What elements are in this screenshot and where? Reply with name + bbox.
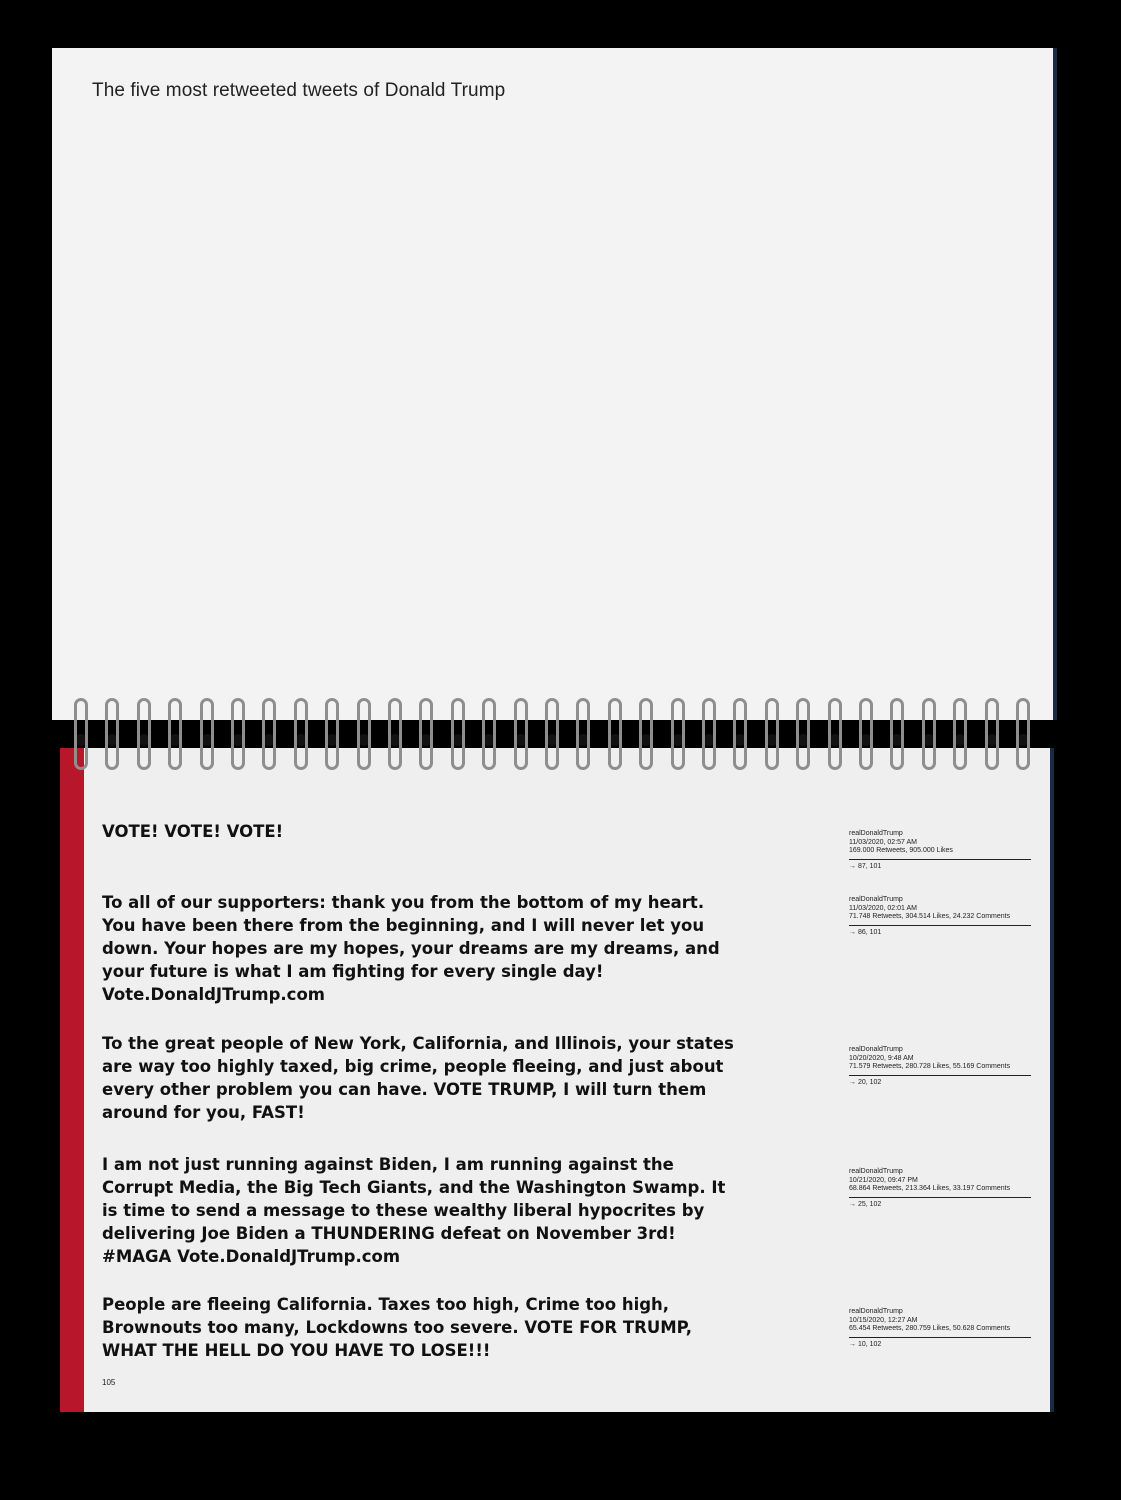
spiral-ring <box>608 698 622 770</box>
spiral-ring <box>922 698 936 770</box>
tweet-text-3: To the great people of New York, California, and Illinois, your states are way too highly taxed, big crime, people fleeing, and just about every other problem you can have. VOTE TRUMP, I will turn them around for you, FAST! <box>102 1034 734 1122</box>
spiral-ring <box>514 698 528 770</box>
spiral-ring <box>137 698 151 770</box>
top-page <box>52 48 1057 720</box>
spiral-ring <box>231 698 245 770</box>
tweet-stats: 68.864 Retweets, 213.364 Likes, 33.197 Comments <box>849 1185 1011 1192</box>
spiral-ring <box>451 698 465 770</box>
spiral-binding <box>52 698 1057 774</box>
tweet-text-5: People are fleeing California. Taxes too high, Crime too high, Brownouts too many, Lockdowns too severe. VOTE FOR TRUMP, WHAT THE HELL DO YOU HAVE TO LOSE!!! <box>102 1295 692 1360</box>
spiral-ring <box>953 698 967 770</box>
page-number: 105 <box>102 1378 116 1387</box>
spiral-ring <box>890 698 904 770</box>
tweet-text-4: I am not just running against Biden, I am running against the Corrupt Media, the Big Tech Giants, and the Washington Swamp. It is time to send a message to these wealthy liberal hypocrites by delivering Joe Biden a THUNDERING defeat on November 3rd! #MAGA Vote.DonaldJTrump.com <box>102 1155 726 1266</box>
red-margin-strip <box>60 748 84 1412</box>
spiral-ring <box>733 698 747 770</box>
tweet-stats: 65.454 Retweets, 280.759 Likes, 50.628 Comments <box>849 1325 1011 1332</box>
tweet-stats: 169.000 Retweets, 905.000 Likes <box>849 847 953 854</box>
spiral-ring <box>482 698 496 770</box>
page-title: The five most retweeted tweets of Donald Trump <box>92 80 506 101</box>
tweet-stats: 71.579 Retweets, 280.728 Likes, 55.169 Comments <box>849 1063 1011 1070</box>
tweet-text-1: VOTE! VOTE! VOTE! <box>102 822 284 841</box>
bottom-page <box>60 748 1054 1412</box>
tweet-ref: → 87, 101 <box>849 859 1031 872</box>
spiral-ring <box>200 698 214 770</box>
spiral-ring <box>671 698 685 770</box>
spiral-ring <box>576 698 590 770</box>
spiral-ring <box>985 698 999 770</box>
tweet-ref: → 86, 101 <box>849 925 1031 938</box>
tweet-meta-4 <box>849 1168 1031 1209</box>
tweet-datetime: 11/03/2020, 02:01 AM <box>849 904 917 912</box>
spiral-ring <box>325 698 339 770</box>
tweet-stats: 71.748 Retweets, 304.514 Likes, 24.232 Comments <box>849 913 1011 920</box>
spiral-ring <box>545 698 559 770</box>
spiral-ring <box>105 698 119 770</box>
spiral-ring <box>74 698 88 770</box>
tweet-text-2: To all of our supporters: thank you from the bottom of my heart. You have been there from the beginning, and I will never let you down. Your hopes are my hopes, your dreams are my dreams, and your future is what I am fighting for every single day! Vote.DonaldJTrump.com <box>102 893 720 1004</box>
spiral-ring <box>796 698 810 770</box>
tweet-datetime: 10/20/2020, 9:48 AM <box>849 1054 914 1062</box>
spiral-ring <box>357 698 371 770</box>
spiral-ring <box>859 698 873 770</box>
tweet-meta-2 <box>849 896 1031 937</box>
tweet-ref: → 10, 102 <box>849 1337 1031 1350</box>
tweet-meta-1 <box>849 830 1031 871</box>
spiral-ring <box>765 698 779 770</box>
tweet-account: realDonaldTrump <box>849 830 903 837</box>
tweet-datetime: 10/21/2020, 09:47 PM <box>849 1176 918 1184</box>
tweet-meta-5 <box>849 1308 1031 1349</box>
spiral-ring <box>294 698 308 770</box>
spiral-ring <box>262 698 276 770</box>
tweet-ref: → 20, 102 <box>849 1075 1031 1088</box>
tweet-datetime: 11/03/2020, 02:57 AM <box>849 838 917 846</box>
spiral-ring <box>702 698 716 770</box>
spiral-ring <box>419 698 433 770</box>
spiral-ring <box>388 698 402 770</box>
spiral-ring <box>828 698 842 770</box>
tweet-meta-3 <box>849 1046 1031 1087</box>
tweet-datetime: 10/15/2020, 12:27 AM <box>849 1316 918 1324</box>
tweet-ref: → 25, 102 <box>849 1197 1031 1210</box>
spiral-ring <box>639 698 653 770</box>
tweet-account: realDonaldTrump <box>849 1046 903 1053</box>
tweet-account: realDonaldTrump <box>849 896 903 903</box>
spiral-ring <box>168 698 182 770</box>
tweet-account: realDonaldTrump <box>849 1308 903 1315</box>
spiral-ring <box>1016 698 1030 770</box>
tweet-account: realDonaldTrump <box>849 1168 903 1175</box>
